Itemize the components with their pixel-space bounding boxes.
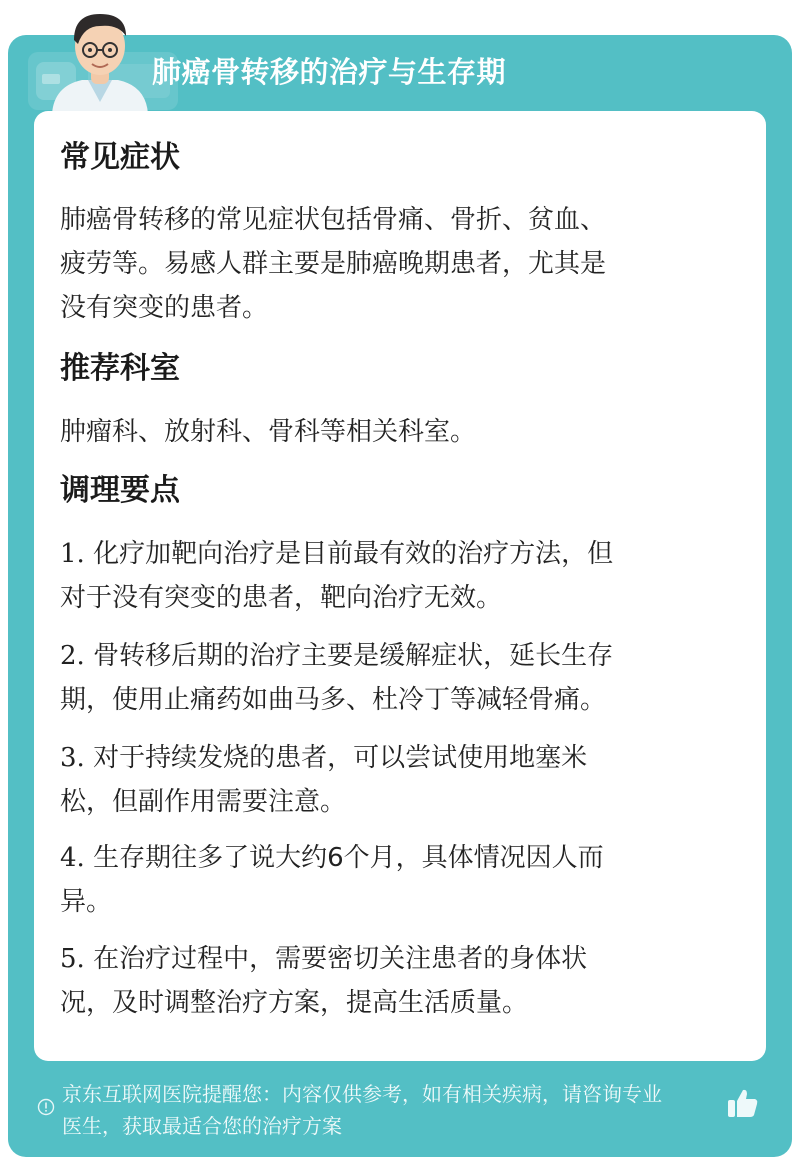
care-item-2-line-2: 期，使用止痛药如曲马多、杜冷丁等减轻骨痛。 [60, 685, 607, 715]
care-item-5-line-2: 况，及时调整治疗方案，提高生活质量。 [60, 988, 529, 1018]
section-title-departments: 推荐科室 [60, 351, 180, 386]
section-title-care: 调理要点 [60, 473, 180, 508]
care-item-2-line-1: 2. 骨转移后期的治疗主要是缓解症状，延长生存 [60, 641, 614, 671]
info-icon [37, 1098, 55, 1116]
care-item-4-line-2: 异。 [60, 887, 113, 917]
care-item-5-line-1: 5. 在治疗过程中，需要密切关注患者的身体状 [60, 944, 588, 974]
care-item-3-line-1: 3. 对于持续发烧的患者，可以尝试使用地塞米 [60, 743, 588, 773]
departments-line-1: 肿瘤科、放射科、骨科等相关科室。 [60, 417, 477, 447]
symptoms-line-1: 肺癌骨转移的常见症状包括骨痛、骨折、贫血、 [60, 205, 607, 235]
page-title: 肺癌骨转移的治疗与生存期 [152, 55, 507, 89]
care-item-3-line-2: 松，但副作用需要注意。 [60, 787, 347, 817]
thumbs-up-icon[interactable] [726, 1086, 760, 1120]
disclaimer-line-2: 医生，获取最适合您的治疗方案 [62, 1114, 342, 1138]
symptoms-line-3: 没有突变的患者。 [60, 293, 269, 323]
disclaimer-line-1: 京东互联网医院提醒您：内容仅供参考，如有相关疾病，请咨询专业 [62, 1082, 662, 1106]
section-title-symptoms: 常见症状 [60, 140, 180, 175]
care-item-1-line-2: 对于没有突变的患者，靶向治疗无效。 [60, 583, 503, 613]
doctor-avatar-icon [44, 6, 156, 114]
care-item-1-line-1: 1. 化疗加靶向治疗是目前最有效的治疗方法，但 [60, 539, 614, 569]
symptoms-line-2: 疲劳等。易感人群主要是肺癌晚期患者，尤其是 [60, 249, 607, 279]
article-card [34, 111, 766, 1061]
disclaimer-text [62, 1078, 732, 1142]
care-item-4-line-1: 4. 生存期往多了说大约6个月，具体情况因人而 [60, 843, 604, 873]
